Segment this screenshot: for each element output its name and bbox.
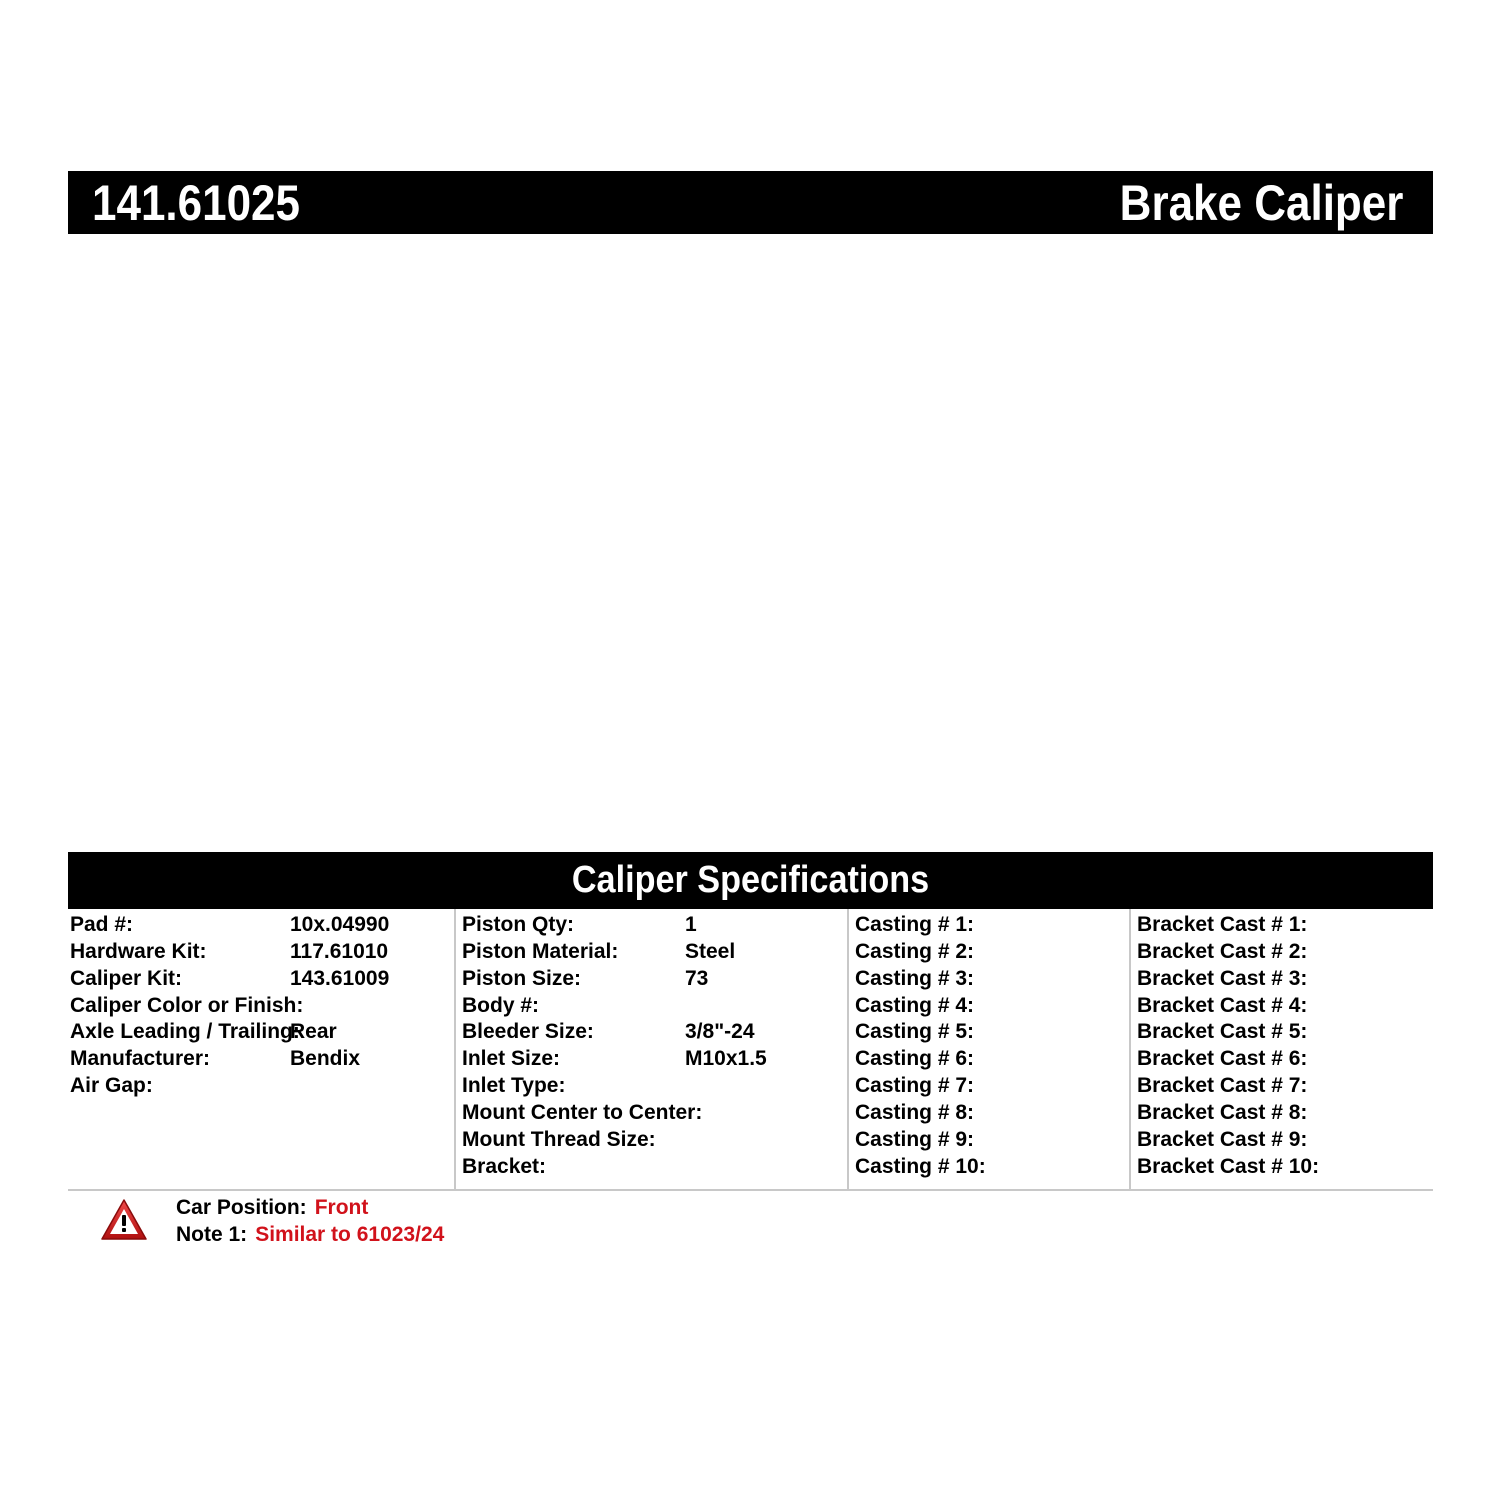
spec-row [849,1126,1129,1153]
spec-row [1131,965,1433,992]
spec-row [68,965,454,992]
spec-row [849,1072,1129,1099]
spec-label: Bracket Cast # 6: [1137,1047,1308,1070]
spec-label: Casting # 10: [855,1155,986,1178]
spec-column-2 [454,909,847,1189]
spec-label: Axle Leading / Trailing: [70,1020,300,1043]
spec-label: Pad #: [70,913,134,936]
spec-value: 117.61010 [290,940,389,963]
spec-row [1131,1153,1433,1180]
spec-row [456,1045,847,1072]
spec-label: Caliper Color or Finish: [70,994,304,1017]
spec-label: Bleeder Size: [462,1020,594,1043]
spec-value: Rear [290,1020,337,1043]
spec-row [1131,1126,1433,1153]
spec-value: 10x.04990 [290,913,390,936]
spec-row [1131,938,1433,965]
spec-row [456,938,847,965]
spec-label: Bracket Cast # 7: [1137,1074,1308,1097]
car-position-label: Car Position: [176,1196,307,1219]
spec-label: Casting # 2: [855,940,975,963]
spec-row [68,911,454,938]
spec-label: Casting # 5: [855,1020,975,1043]
spec-label: Mount Center to Center: [462,1101,703,1124]
spec-row [456,1072,847,1099]
spec-value: 1 [685,913,697,936]
spec-label: Piston Size: [462,967,582,990]
spec-label: Bracket Cast # 10: [1137,1155,1320,1178]
spec-row [849,1099,1129,1126]
spec-row [1131,1018,1433,1045]
spec-label: Bracket Cast # 5: [1137,1020,1308,1043]
spec-row [849,992,1129,1019]
warning-icon [100,1198,148,1242]
spec-row [456,1153,847,1180]
spec-label: Casting # 9: [855,1128,975,1151]
spec-row [456,1099,847,1126]
spec-label: Bracket Cast # 3: [1137,967,1308,990]
spec-row [849,965,1129,992]
spec-label: Bracket: [462,1155,547,1178]
spec-column-1 [68,909,454,1189]
spec-label: Casting # 8: [855,1101,975,1124]
spec-label: Casting # 1: [855,913,975,936]
spec-row [456,965,847,992]
notes-section [100,1194,700,1254]
spec-row [1131,992,1433,1019]
spec-label: Casting # 6: [855,1047,975,1070]
spec-label: Bracket Cast # 4: [1137,994,1308,1017]
spec-label: Bracket Cast # 8: [1137,1101,1308,1124]
spec-row [456,992,847,1019]
spec-row [68,938,454,965]
spec-row [1131,911,1433,938]
spec-label: Inlet Type: [462,1074,566,1097]
car-position-line [176,1194,368,1221]
spec-row [68,1045,454,1072]
spec-row [68,1072,454,1099]
spec-row [849,1153,1129,1180]
spec-value: 143.61009 [290,967,390,990]
spec-label: Piston Material: [462,940,619,963]
spec-label: Air Gap: [70,1074,153,1097]
spec-value: Steel [685,940,736,963]
note-1-label: Note 1: [176,1223,248,1246]
spec-row [1131,1099,1433,1126]
product-name: Brake Caliper [1119,175,1403,231]
spec-row [849,1018,1129,1045]
specifications-table [68,909,1433,1191]
spec-label: Bracket Cast # 1: [1137,913,1308,936]
spec-column-3 [847,909,1129,1189]
spec-value: 73 [685,967,709,990]
spec-row [849,911,1129,938]
spec-label: Casting # 3: [855,967,975,990]
spec-label: Piston Qty: [462,913,575,936]
spec-label: Bracket Cast # 9: [1137,1128,1308,1151]
note-1-value: Similar to 61023/24 [255,1223,445,1246]
title-bar [68,171,1433,234]
spec-value: Bendix [290,1047,361,1070]
spec-label: Body #: [462,994,540,1017]
spec-column-4 [1129,909,1433,1189]
spec-row [1131,1072,1433,1099]
spec-label: Manufacturer: [70,1047,211,1070]
spec-label: Caliper Kit: [70,967,183,990]
spec-row [1131,1045,1433,1072]
spec-label: Hardware Kit: [70,940,207,963]
note-1-line [176,1221,444,1248]
spec-row [849,938,1129,965]
specifications-header [68,852,1433,909]
part-number: 141.61025 [92,175,300,231]
spec-value: M10x1.5 [685,1047,767,1070]
spec-value: 3/8"-24 [685,1020,755,1043]
spec-row [849,1045,1129,1072]
spec-row [456,911,847,938]
spec-row [456,1018,847,1045]
spec-label: Bracket Cast # 2: [1137,940,1308,963]
spec-label: Mount Thread Size: [462,1128,656,1151]
car-position-value: Front [314,1196,369,1219]
spec-label: Inlet Size: [462,1047,561,1070]
spec-row [456,1126,847,1153]
spec-label: Casting # 7: [855,1074,975,1097]
spec-row [68,992,454,1019]
specifications-title: Caliper Specifications [571,859,930,901]
spec-label: Casting # 4: [855,994,975,1017]
spec-row [68,1018,454,1045]
